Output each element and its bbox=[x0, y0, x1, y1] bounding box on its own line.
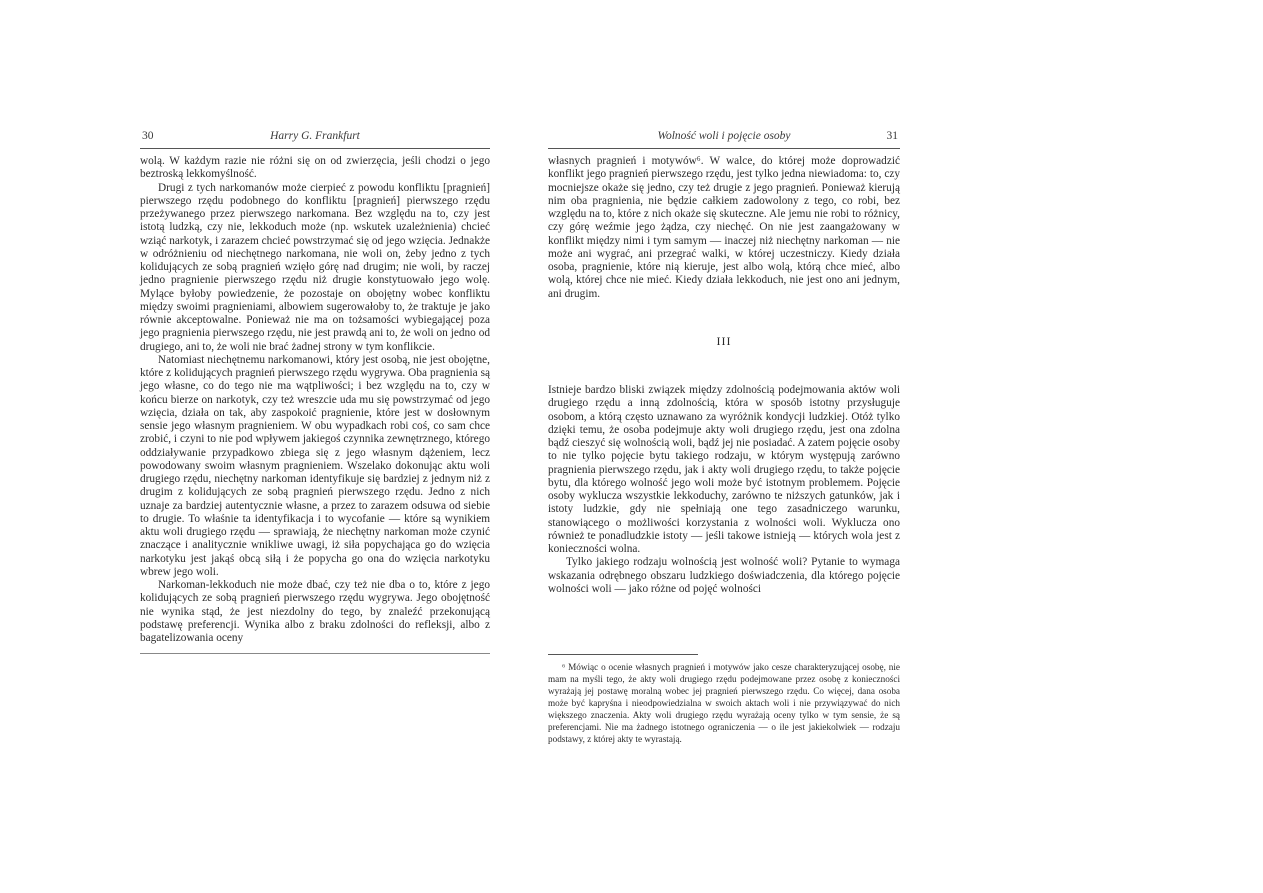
right-page-body bbox=[548, 155, 900, 596]
left-page bbox=[140, 128, 490, 654]
paragraph: Tylko jakiego rodzaju wolnością jest wolność woli? Pytanie to wymaga wskazania odrębnego obszaru ludzkiego doświadczenia, dla którego pojęcie wolności woli — jako różne od pojęć wolności bbox=[548, 556, 900, 595]
paragraph: własnych pragnień i motywów⁶. W walce, do której może doprowadzić konflikt jego pragnień pierwszego rzędu, jest tylko jedna niewiadoma: to, czy mocniejsze okaże się jedno, czy też drugie z jego pragnień. Ponieważ kierują nim oba pragnienia, nie będzie całkiem zadowolony z tego, co robi, bez względu na to, które z nich okaże się skuteczne. Ale jemu nie robi to różnicy, czy górę weźmie jego żądza, czy niechęć. On nie jest zaangażowany w konflikt między nimi i tym samym — inaczej niż niechętny narkoman — nie może ani wygrać, ani przegrać walki, w której uczestniczy. Kiedy działa osoba, pragnienie, które nią kieruje, jest albo wolą, którą chce mieć, albo wolą, której chce nie mieć. Kiedy działa lekkoduch, nie jest ono ani jednym, ani drugim. bbox=[548, 155, 900, 300]
left-header-rule bbox=[140, 148, 490, 149]
right-page bbox=[548, 128, 900, 745]
footnote-text: ⁶ Mówiąc o ocenie własnych pragnień i motywów jako cesze charakteryzującej osobę, nie mam na myśli tego, że akty woli drugiego rzędu podejmowane przez osobę z konieczności wyrażają jej postawę moralną wobec jej pragnień pierwszego rzędu. Co więcej, dana osoba może być kapryśna i nieodpowiedzialna w swoich aktach woli i nie przywiązywać do nich większego znaczenia. Akty woli drugiego rzędu wyrażają oceny tylko w tym sensie, że są preferencjami. Nie ma żadnego istotnego ograniczenia — o ile jest jakiekolwiek — rodzaju podstawy, z której akty te wyrastają. bbox=[548, 662, 900, 744]
left-page-header bbox=[140, 128, 490, 144]
footnote-rule bbox=[548, 654, 698, 655]
footnote bbox=[548, 661, 900, 745]
left-page-number: 30 bbox=[142, 130, 154, 142]
left-running-head: Harry G. Frankfurt bbox=[270, 130, 360, 142]
left-page-body bbox=[140, 155, 490, 645]
left-bottom-rule bbox=[140, 653, 490, 654]
paragraph: Narkoman-lekkoduch nie może dbać, czy też nie dba o to, które z jego kolidujących ze sobą pragnień pierwszego rzędu wygrywa. Jego obojętność nie wynika stąd, że jest niezdolny do tego, by znaleźć przekonującą podstawę preferencji. Wynika albo z braku zdolności do refleksji, albo z bagatelizowania oceny bbox=[140, 579, 490, 644]
section-heading: III bbox=[716, 333, 732, 348]
paragraph: wolą. W każdym razie nie różni się on od zwierzęcia, jeśli chodzi o jego beztroską lekkomyślność. bbox=[140, 155, 490, 181]
paragraph: Istnieje bardzo bliski związek między zdolnością podejmowania aktów woli drugiego rzędu a inną zdolnością, która w sposób istotny przysługuje osobom, a którą często uznawano za wyróżnik kondycji ludzkiej. Otóż tylko dzięki temu, że osoba podejmuje akty woli drugiego rzędu, jest ona zdolna bądź cieszyć się wolnością woli, bądź jej nie posiadać. A zatem pojęcie osoby to nie tylko pojęcie bytu takiego rodzaju, w którym występują zarówno pragnienia pierwszego rzędu, jak i akty woli drugiego rzędu, to także pojęcie bytu, dla którego wolność jego woli może być istotnym problemem. Pojęcie osoby wyklucza wszystkie lekkoduchy, zarówno te niższych gatunków, jak i istoty ludzkie, gdy nie spełniają one tego zasadniczego warunku, stanowiącego o możliwości korzystania z wolności woli. Wyklucza ono również te ponadludzkie istoty — jeśli takowe istnieją — których wola jest z konieczności wolna. bbox=[548, 384, 900, 555]
right-running-head: Wolność woli i pojęcie osoby bbox=[657, 130, 791, 142]
right-header-rule bbox=[548, 148, 900, 149]
right-page-header bbox=[548, 128, 900, 144]
paragraph: Drugi z tych narkomanów może cierpieć z powodu konfliktu [pragnień] pierwszego rzędu podobnego do konfliktu [pragnień] pierwszego rzędu przeżywanego przez pierwszego narkomana. Bez względu na to, czy jest istotą ludzką, czy nie, lekkoduch może (np. wskutek uzależnienia) chcieć wziąć narkotyk, i zarazem chcieć powstrzymać się od jego wzięcia. Jednakże w odróżnieniu od niechętnego narkomana, nie woli on, żeby jedno z tych kolidujących ze sobą pragnień wzięło górę nad drugim; nie woli, by raczej jedno pragnienie pierwszego rzędu niż drugie konstytuowało jego wolę. Mylące byłoby powiedzenie, że pozostaje on obojętny wobec konfliktu między swoimi pragnieniami, albowiem sugerowałoby to, że traktuje je jako równie akceptowalne. Ponieważ nie ma on tożsamości wybiegającej poza jego pragnienia pierwszego rzędu, nie jest prawdą ani to, że woli on jedno od drugiego, ani to, że woli nie brać żadnej strony w tym konflikcie. bbox=[140, 181, 490, 353]
right-page-number: 31 bbox=[886, 130, 898, 142]
paragraph: Natomiast niechętnemu narkomanowi, który jest osobą, nie jest obojętne, które z kolidujących pragnień pierwszego rzędu wygrywa. Oba pragnienia są jego własne, co do tego nie ma wątpliwości; i bez względu na to, czy w końcu bierze on narkotyk, czy też wreszcie uda mu się powstrzymać od jego wzięcia, działa on tak, aby zaspokoić pragnienie, które jest w dosłownym sensie jego własnym pragnieniem. W obu wypadkach robi coś, co sam chce zrobić, i czyni to nie pod wpływem jakiegoś czynnika zewnętrznego, którego oddziaływanie przypadkowo zbiega się z jego własnym dążeniem, lecz powodowany swoim własnym pragnieniem. Wszelako dokonując aktu woli drugiego rzędu, niechętny narkoman identyfikuje się bardziej z jednym niż z drugim z kolidujących ze sobą pragnień pierwszego rzędu. Jedno z nich uznaje za bardziej autentycznie własne, a przez to zarazem odsuwa od siebie to drugie. To właśnie ta identyfikacja i to wycofanie — które są wynikiem aktu woli drugiego rzędu — sprawiają, że niechętny narkoman może czynić znaczące i analitycznie wnikliwe uwagi, iż siła popychająca go do wzięcia narkotyku jest jakąś obcą siłą i że popycha go ona do wzięcia narkotyku wbrew jego woli. bbox=[140, 353, 490, 578]
